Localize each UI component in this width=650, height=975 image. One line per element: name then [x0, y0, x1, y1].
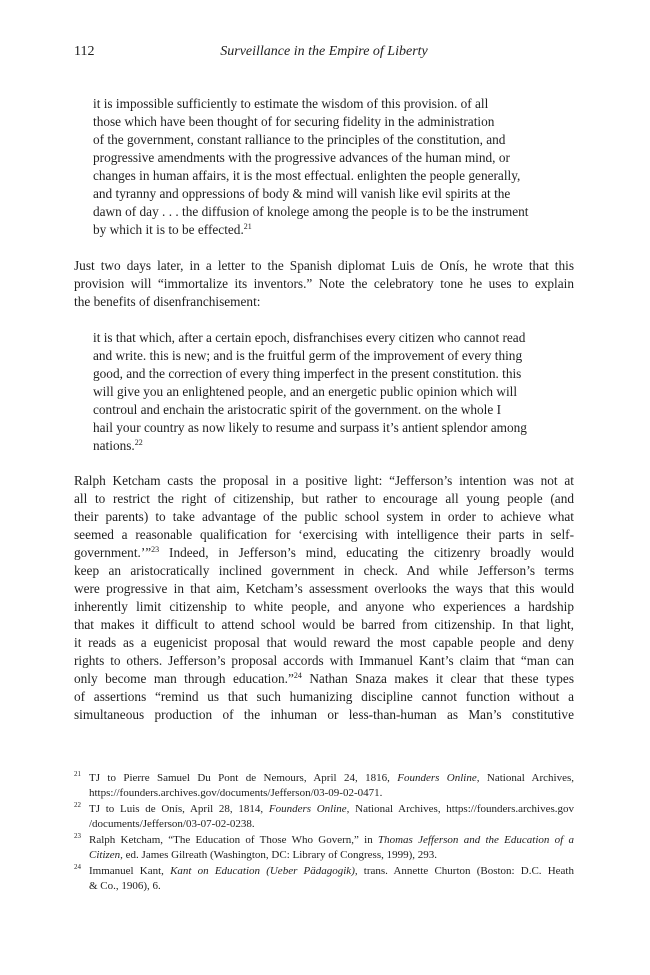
footnote-text: trans. Annette Churton (Boston: D.C. Heath	[357, 865, 574, 877]
footnote-text: ed. James Gilreath (Washington, DC: Library of Congress, 1999), 293.	[122, 849, 438, 861]
line-text: Nathan Snaza makes it clear that these types	[301, 671, 574, 686]
quote-line: of the government, constant ralliance to the principles of the constitution, and	[93, 132, 506, 147]
quote-line: those which have been thought of for securing fidelity in the administration	[93, 114, 495, 129]
line-text: Just two days later, in a letter to the Spanish diplomat Luis de Onís, he wrote that this	[74, 258, 574, 273]
block-quote-jefferson-onis	[93, 329, 583, 455]
footnote-text: TJ to Pierre Samuel Du Pont de Nemours, April 24, 1816,	[89, 772, 398, 784]
quote-line: progressive amendments with the progressive advances of the human mind, or	[93, 150, 510, 165]
paragraph-line	[74, 544, 574, 562]
paragraph-line	[74, 634, 574, 652]
quote-line: controul and enchain the aristocratic spirit of the government. on the whole I	[93, 402, 502, 417]
block-quote-jefferson-dupont	[93, 95, 583, 239]
page-number: 112	[74, 44, 95, 59]
quote-line: changes in human affairs, it is the most effectual. enlighten the people generally,	[93, 168, 521, 183]
footnote-title: Citizen,	[89, 849, 123, 861]
footnote-line	[89, 864, 574, 879]
footnote-number: 23	[74, 832, 81, 840]
body-paragraph-ketcham	[74, 472, 574, 724]
footnote-line: & Co., 1906), 6.	[89, 880, 161, 892]
line-text: inherently limit citizenship to white people, and anyone who experiences a hardship	[74, 599, 574, 614]
paragraph-line	[74, 580, 574, 598]
footnote-line	[89, 802, 574, 817]
quote-line: good, and the correction of every thing imperfect in the present constitution. this	[93, 366, 522, 381]
quote-line: hail your country as now likely to resume and surpass it’s antient splendor among	[93, 420, 527, 435]
footnote-line	[89, 771, 574, 786]
line-text: keep an aristocratically inclined government in check. And while Jefferson’s terms	[74, 563, 574, 578]
line-text: government.’”	[74, 545, 152, 560]
line-text: Ralph Ketcham casts the proposal in a positive light: “Jefferson’s intention was not at	[74, 473, 574, 488]
footnote-url[interactable]: https://founders.archives.gov/documents/Jefferson/03-09-02-0471.	[89, 787, 383, 799]
footnote-url[interactable]: /documents/Jefferson/03-07-02-0238.	[89, 818, 255, 830]
line-text: provision will “immortalize its inventors.” Note the celebratory tone he uses to explain	[74, 276, 574, 291]
quote-line: it is that which, after a certain epoch, disfranchises every citizen who cannot read	[93, 330, 526, 345]
paragraph-line	[74, 490, 574, 508]
quote-line-last	[93, 437, 583, 455]
quote-line: will give you an enlightened people, and an energetic public opinion which will	[93, 384, 518, 399]
quote-line-last	[93, 221, 583, 239]
footnotes	[74, 771, 574, 895]
paragraph-line	[74, 472, 574, 490]
line-text: were progressive in that aim, Ketcham’s assessment overlooks the ways that this would	[74, 581, 574, 596]
line-text: their parents) to take advantage of the public school system in order to achieve what	[74, 509, 574, 524]
footnote-ref-22[interactable]: 22	[134, 438, 143, 447]
line-text: only become man through education.”	[74, 671, 294, 686]
paragraph-line	[74, 598, 574, 616]
line-text: rights to others. Jefferson’s proposal accords with Immanuel Kant’s claim that “man can	[74, 653, 574, 668]
line-text: simultaneous production of the inhuman or less-than-human as Man’s constitutive	[74, 707, 574, 722]
footnote-text: Ralph Ketcham, “The Education of Those Who Govern,” in	[89, 834, 378, 846]
paragraph-line	[74, 526, 574, 544]
footnote-number: 21	[74, 770, 81, 778]
paragraph-line	[74, 688, 574, 706]
footnote-text: National Archives,	[479, 772, 574, 784]
footnote-22	[74, 802, 574, 832]
paragraph-line	[74, 508, 574, 526]
line-text: seemed a reasonable qualification for ‘exercising with intelligence their parts in self-	[74, 527, 574, 542]
quote-line: and tyranny and oppressions of body & mind will vanish like evil spirits at the	[93, 186, 511, 201]
quote-line: and write. this is new; and is the fruitful germ of the improvement of every thing	[93, 348, 523, 363]
line-text: Indeed, in Jefferson’s mind, educating the citizenry broadly would	[159, 545, 574, 560]
footnote-line	[89, 833, 574, 848]
page-header	[74, 44, 574, 64]
paragraph-line	[74, 562, 574, 580]
quote-line: it is impossible sufficiently to estimate the wisdom of this provision. of all	[93, 96, 489, 111]
footnote-title: Thomas Jefferson and the Education of a	[377, 834, 574, 846]
footnote-title: Founders Online,	[268, 803, 350, 815]
paragraph-line	[74, 652, 574, 670]
quote-line: dawn of day . . . the diffusion of knolege among the people is to be the instrument	[93, 204, 529, 219]
quote-text: nations.	[93, 438, 135, 453]
footnote-text: National Archives, https://founders.archives.gov	[349, 803, 574, 815]
line-text: all to restrict the right of citizenship, but rather to encourage all young people (and	[74, 491, 574, 506]
line-text: of assertions “remind us that such humanizing discipline cannot function without a	[74, 689, 574, 704]
footnote-text: TJ to Luis de Onís, April 28, 1814,	[89, 803, 269, 815]
paragraph-line: the benefits of disenfranchisement:	[74, 294, 261, 309]
footnote-24	[74, 864, 574, 894]
paragraph-line	[74, 706, 574, 724]
footnote-title: Kant on Education (Ueber Pädagogik),	[170, 865, 358, 877]
footnote-21	[74, 771, 574, 801]
footnote-number: 24	[74, 863, 81, 871]
paragraph-line	[74, 670, 574, 688]
running-title: Surveillance in the Empire of Liberty	[220, 44, 428, 59]
footnote-title: Founders Online,	[397, 772, 480, 784]
body-paragraph-onis	[74, 257, 574, 311]
footnote-23	[74, 833, 574, 863]
line-text: it reads as a eugenicist proposal that would reward the most capable people and deny	[74, 635, 574, 650]
paragraph-line	[74, 616, 574, 634]
footnote-ref-23[interactable]: 23	[151, 545, 160, 554]
quote-text: by which it is to be effected.	[93, 222, 244, 237]
footnote-text: Immanuel Kant,	[89, 865, 171, 877]
line-text: that makes it difficult to attend school would be barred from citizenship. In that light,	[74, 617, 574, 632]
paragraph-line	[74, 275, 574, 293]
paragraph-line	[74, 257, 574, 275]
footnote-ref-24[interactable]: 24	[293, 671, 302, 680]
footnote-number: 22	[74, 801, 81, 809]
footnote-line	[89, 848, 574, 863]
footnote-ref-21[interactable]: 21	[243, 222, 252, 231]
